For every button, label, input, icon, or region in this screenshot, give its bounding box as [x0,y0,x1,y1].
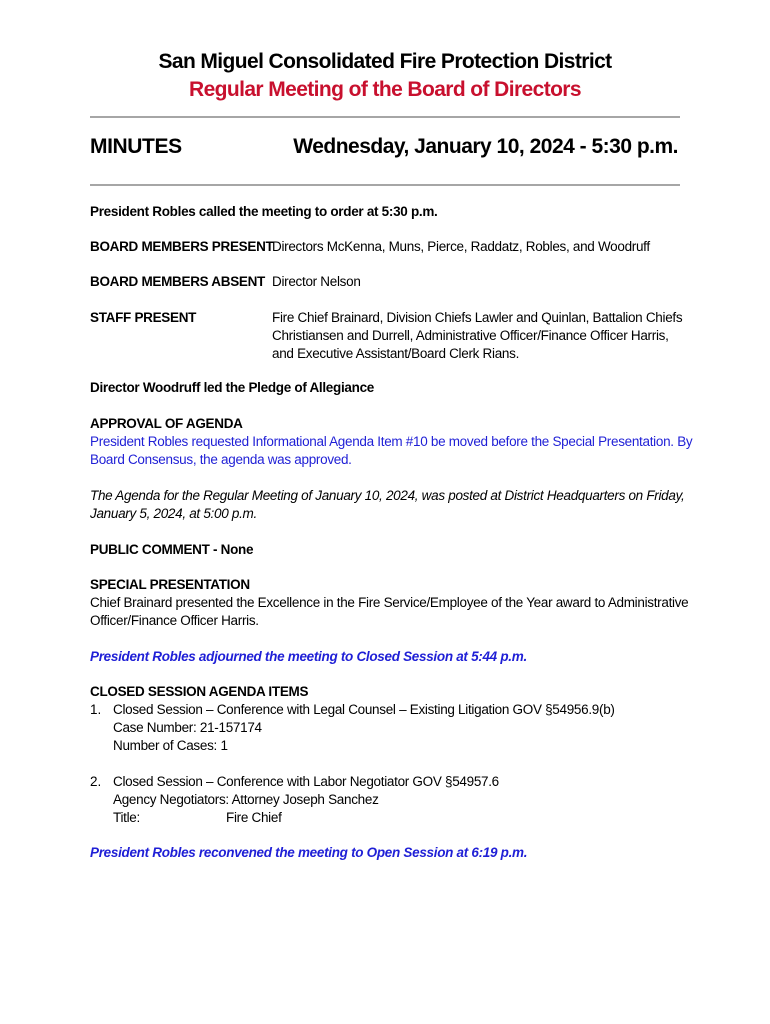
pledge: Director Woodruff led the Pledge of Allegiance [90,380,374,395]
meeting-date: Wednesday, January 10, 2024 - 5:30 p.m. [293,135,678,158]
staff-line: Fire Chief Brainard, Division Chiefs Lawler and Quinlan, Battalion Chiefs [272,310,683,325]
item-line: Closed Session – Conference with Legal Counsel – Existing Litigation GOV §54956.9(b) [113,702,615,717]
staff-label: STAFF PRESENT [90,310,197,325]
item-line: Case Number: 21-157174 [113,720,262,735]
absent-label: BOARD MEMBERS ABSENT [90,274,266,289]
adjourn-closed-session: President Robles adjourned the meeting to Closed Session at 5:44 p.m. [90,649,527,664]
public-comment: PUBLIC COMMENT - None [90,542,254,557]
reconvene-open-session: President Robles reconvened the meeting to Open Session at 6:19 p.m. [90,845,528,860]
posting-line: The Agenda for the Regular Meeting of January 10, 2024, was posted at District Headquarters on Friday, [90,488,685,503]
item-title-label: Title: [113,810,140,825]
document-type: MINUTES [90,135,182,158]
present-value: Directors McKenna, Muns, Pierce, Raddatz, Robles, and Woodruff [272,239,650,254]
item-number: 1. [90,702,102,717]
item-line: Number of Cases: 1 [113,738,228,753]
agenda-heading: APPROVAL OF AGENDA [90,416,243,431]
item-title-value: Fire Chief [226,810,282,825]
agenda-text-line: President Robles requested Informational Agenda Item #10 be moved before the Special Presentation. By [90,434,693,449]
staff-line: and Executive Assistant/Board Clerk Rians. [272,346,520,361]
staff-line: Christiansen and Durrell, Administrative Officer/Finance Officer Harris, [272,328,669,343]
agenda-text-line: Board Consensus, the agenda was approved. [90,452,352,467]
item-title-row [113,809,282,827]
posting-line: January 5, 2024, at 5:00 p.m. [90,506,257,521]
header-divider-bottom [90,184,680,186]
item-line: Closed Session – Conference with Labor Negotiator GOV §54957.6 [113,774,499,789]
call-to-order: President Robles called the meeting to order at 5:30 p.m. [90,204,438,219]
present-label: BOARD MEMBERS PRESENT [90,239,274,254]
closed-session-heading: CLOSED SESSION AGENDA ITEMS [90,684,309,699]
header-divider-top [90,116,680,118]
district-title: San Miguel Consolidated Fire Protection District [158,50,612,73]
special-text-line: Officer/Finance Officer Harris. [90,613,259,628]
meeting-title: Regular Meeting of the Board of Directors [189,78,581,101]
staff-value [272,309,692,363]
special-heading: SPECIAL PRESENTATION [90,577,250,592]
item-line: Agency Negotiators: Attorney Joseph Sanchez [113,792,379,807]
absent-value: Director Nelson [272,274,361,289]
special-text-line: Chief Brainard presented the Excellence in the Fire Service/Employee of the Year award to Administrative [90,595,689,610]
item-number: 2. [90,774,102,789]
